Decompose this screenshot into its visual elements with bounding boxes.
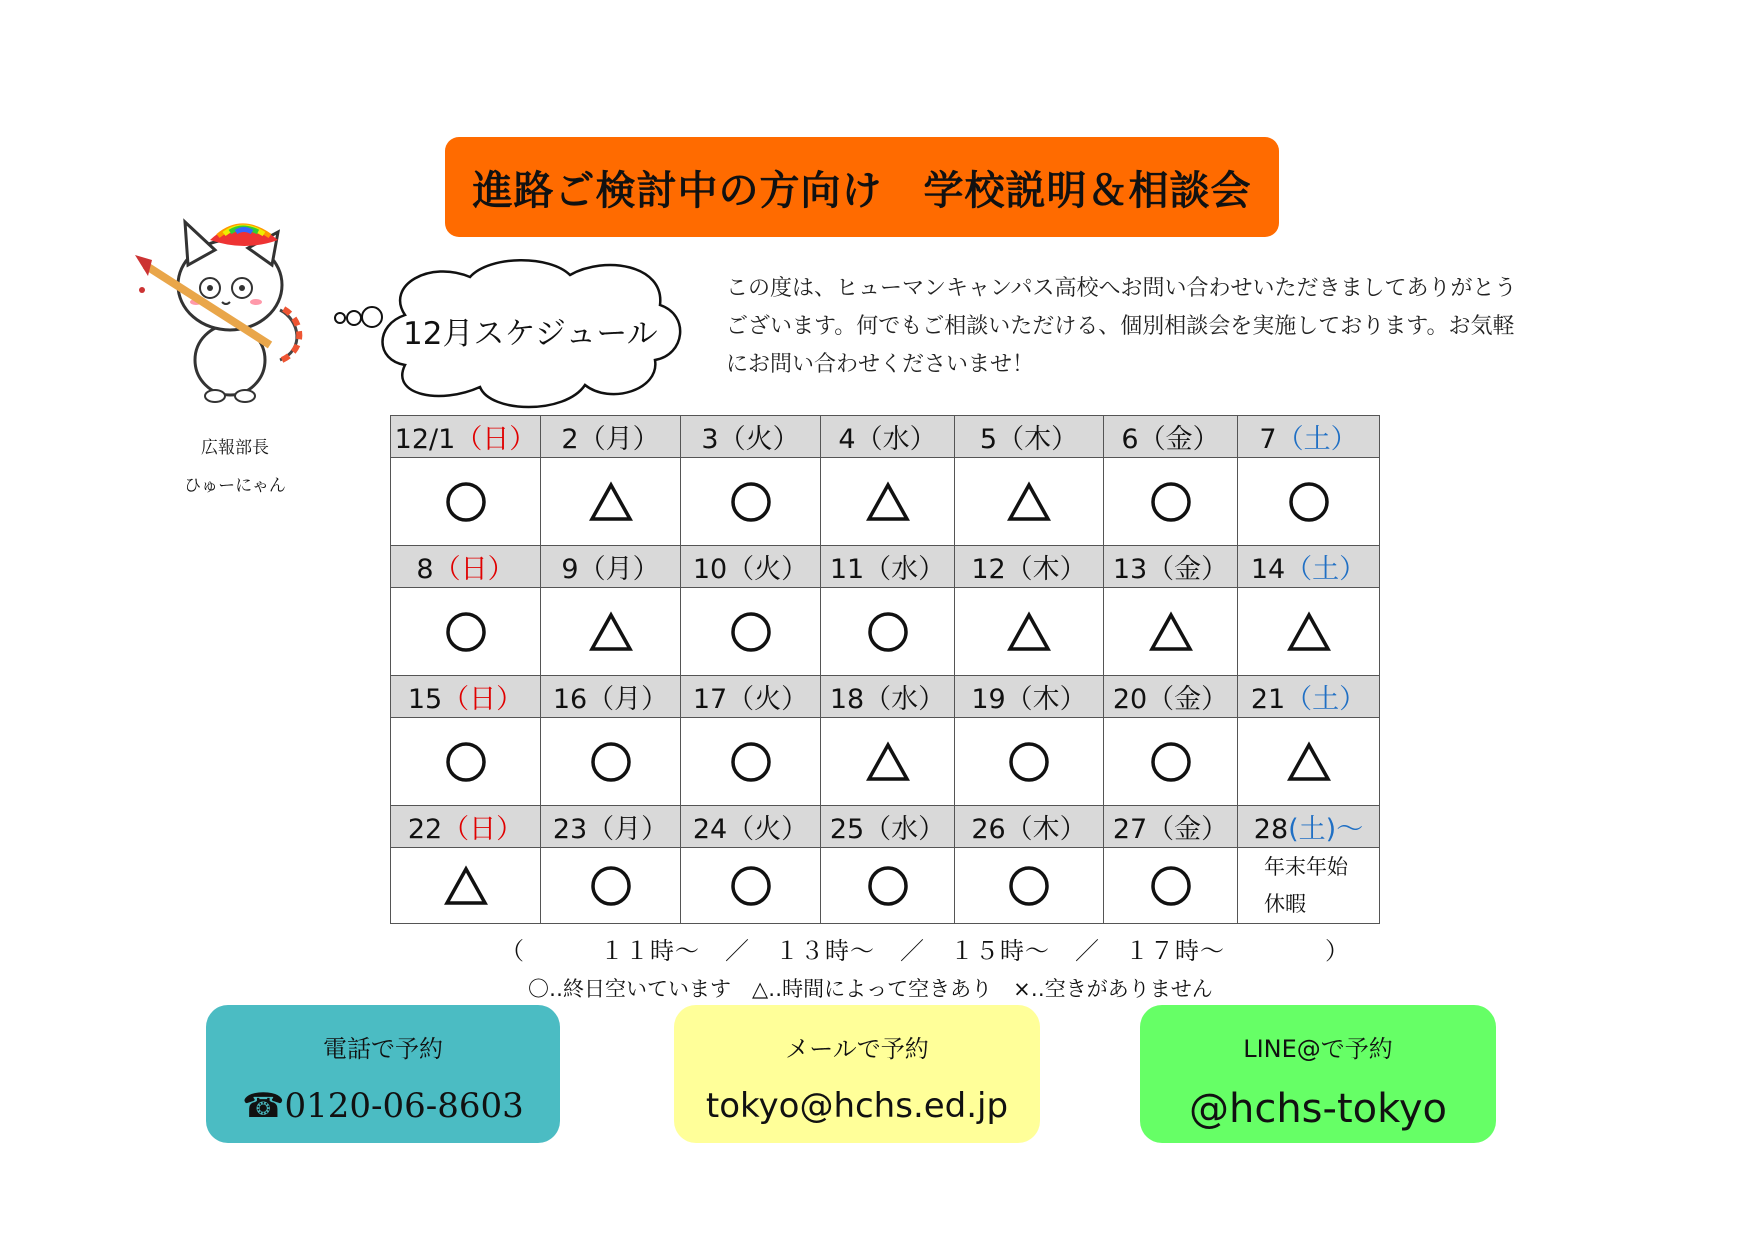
day-number: 21 bbox=[1250, 684, 1286, 715]
status-row bbox=[391, 848, 1380, 924]
status-row bbox=[391, 588, 1380, 676]
available-circle-icon bbox=[1007, 864, 1051, 908]
day-number: 16 bbox=[552, 684, 588, 715]
available-circle-icon bbox=[729, 610, 773, 654]
weekday-label: （水） bbox=[864, 814, 946, 845]
status-cell bbox=[821, 718, 955, 806]
status-cell bbox=[391, 718, 541, 806]
mascot-role: 広報部長 bbox=[201, 438, 269, 458]
status-cell bbox=[1104, 588, 1238, 676]
date-cell bbox=[541, 676, 681, 718]
weekday-label: （日） bbox=[433, 554, 515, 585]
date-cell bbox=[821, 806, 955, 848]
available-circle-icon bbox=[729, 480, 773, 524]
status-cell bbox=[391, 848, 541, 924]
date-cell bbox=[1238, 546, 1380, 588]
day-number: 23 bbox=[552, 814, 588, 845]
date-cell bbox=[681, 416, 821, 458]
weekday-label: （土） bbox=[1285, 684, 1367, 715]
date-row bbox=[391, 676, 1380, 718]
time-slots: （ １１時～ ／ １３時～ ／ １５時～ ／ １７時～ ） bbox=[500, 937, 1350, 965]
day-number: 18 bbox=[829, 684, 865, 715]
weekday-label: （月） bbox=[578, 424, 660, 455]
date-row bbox=[391, 546, 1380, 588]
status-cell bbox=[1238, 718, 1380, 806]
date-cell bbox=[1238, 806, 1380, 848]
weekday-label: （日） bbox=[455, 424, 537, 455]
mail-reservation-box[interactable] bbox=[674, 1005, 1040, 1143]
status-row bbox=[391, 718, 1380, 806]
day-number: 15 bbox=[407, 684, 443, 715]
date-cell bbox=[541, 546, 681, 588]
available-circle-icon bbox=[866, 610, 910, 654]
mascot-cat-illustration bbox=[130, 210, 330, 410]
availability-legend: 〇‥終日空いています △‥時間によって空きあり ×‥空きがありません bbox=[528, 977, 1213, 1001]
date-cell bbox=[821, 546, 955, 588]
available-circle-icon bbox=[729, 740, 773, 784]
day-number: 28 bbox=[1253, 814, 1289, 845]
available-circle-icon bbox=[444, 610, 488, 654]
day-number: 10 bbox=[692, 554, 728, 585]
email-address[interactable]: tokyo@hchs.ed.jp bbox=[705, 1086, 1009, 1126]
day-number: 2 bbox=[561, 424, 579, 455]
weekday-label: （土） bbox=[1285, 554, 1367, 585]
partial-triangle-icon bbox=[866, 740, 910, 784]
status-cell bbox=[541, 848, 681, 924]
status-cell bbox=[681, 718, 821, 806]
intro-text bbox=[726, 270, 1546, 384]
available-circle-icon bbox=[866, 864, 910, 908]
date-cell bbox=[955, 676, 1104, 718]
day-number: 12 bbox=[971, 554, 1006, 585]
day-number: 4 bbox=[838, 424, 856, 455]
phone-reservation-box[interactable] bbox=[206, 1005, 560, 1143]
schedule-calendar bbox=[390, 415, 1380, 924]
mail-label: メールで予約 bbox=[785, 1035, 929, 1063]
date-cell bbox=[821, 676, 955, 718]
day-number: 12/1 bbox=[394, 424, 456, 455]
available-circle-icon bbox=[729, 864, 773, 908]
holiday-label: 休暇 bbox=[1264, 891, 1306, 916]
day-number: 25 bbox=[829, 814, 865, 845]
status-cell bbox=[681, 588, 821, 676]
weekday-label: （金） bbox=[1147, 814, 1229, 845]
date-cell bbox=[391, 806, 541, 848]
date-cell bbox=[1238, 676, 1380, 718]
day-number: 9 bbox=[561, 554, 579, 585]
status-cell bbox=[681, 848, 821, 924]
date-cell bbox=[1104, 416, 1238, 458]
partial-triangle-icon bbox=[1287, 740, 1331, 784]
partial-triangle-icon bbox=[1287, 610, 1331, 654]
holiday-label: 年末年始 bbox=[1264, 854, 1348, 879]
date-row bbox=[391, 416, 1380, 458]
partial-triangle-icon bbox=[1007, 610, 1051, 654]
day-number: 26 bbox=[971, 814, 1006, 845]
status-cell bbox=[391, 588, 541, 676]
partial-triangle-icon bbox=[866, 480, 910, 524]
partial-triangle-icon bbox=[589, 480, 633, 524]
status-cell bbox=[1238, 588, 1380, 676]
partial-triangle-icon bbox=[1007, 480, 1051, 524]
day-number: 22 bbox=[407, 814, 443, 845]
intro-line: この度は、ヒューマンキャンパス高校へお問い合わせいただきましてありがとう bbox=[726, 276, 1517, 301]
day-number: 27 bbox=[1112, 814, 1148, 845]
weekday-label: (土)～ bbox=[1288, 814, 1364, 845]
partial-triangle-icon bbox=[444, 864, 488, 908]
weekday-label: （木） bbox=[1005, 814, 1087, 845]
weekday-label: （火） bbox=[727, 814, 809, 845]
available-circle-icon bbox=[444, 740, 488, 784]
day-number: 11 bbox=[829, 554, 865, 585]
available-circle-icon bbox=[1287, 480, 1331, 524]
status-cell bbox=[821, 848, 955, 924]
date-cell bbox=[955, 416, 1104, 458]
date-row bbox=[391, 806, 1380, 848]
date-cell bbox=[541, 416, 681, 458]
date-cell bbox=[391, 676, 541, 718]
weekday-label: （日） bbox=[442, 684, 524, 715]
status-cell bbox=[1104, 848, 1238, 924]
date-cell bbox=[1104, 676, 1238, 718]
status-cell bbox=[821, 588, 955, 676]
day-number: 14 bbox=[1250, 554, 1286, 585]
weekday-label: （月） bbox=[578, 554, 660, 585]
day-number: 19 bbox=[971, 684, 1006, 715]
status-cell bbox=[391, 458, 541, 546]
status-cell bbox=[541, 588, 681, 676]
status-cell bbox=[541, 718, 681, 806]
status-cell bbox=[955, 588, 1104, 676]
weekday-label: （金） bbox=[1147, 684, 1229, 715]
available-circle-icon bbox=[444, 480, 488, 524]
date-cell bbox=[955, 806, 1104, 848]
weekday-label: （月） bbox=[587, 684, 669, 715]
day-number: 17 bbox=[692, 684, 728, 715]
title-banner bbox=[445, 137, 1279, 237]
available-circle-icon bbox=[589, 864, 633, 908]
weekday-label: （金） bbox=[1138, 424, 1220, 455]
day-number: 13 bbox=[1112, 554, 1148, 585]
weekday-label: （木） bbox=[997, 424, 1079, 455]
status-cell bbox=[955, 848, 1104, 924]
status-cell bbox=[1238, 848, 1380, 924]
weekday-label: （木） bbox=[1005, 554, 1087, 585]
phone-label: 電話で予約 bbox=[323, 1035, 443, 1063]
weekday-label: （月） bbox=[587, 814, 669, 845]
weekday-label: （火） bbox=[727, 684, 809, 715]
weekday-label: （日） bbox=[442, 814, 524, 845]
status-cell bbox=[955, 718, 1104, 806]
phone-number[interactable]: ☎0120-06-8603 bbox=[242, 1086, 524, 1126]
available-circle-icon bbox=[1149, 864, 1193, 908]
partial-triangle-icon bbox=[589, 610, 633, 654]
partial-triangle-icon bbox=[1149, 610, 1193, 654]
schedule-heading: 12月スケジュール bbox=[403, 316, 658, 352]
available-circle-icon bbox=[1149, 480, 1193, 524]
status-cell bbox=[955, 458, 1104, 546]
weekday-label: （水） bbox=[864, 684, 946, 715]
status-cell bbox=[1104, 718, 1238, 806]
weekday-label: （木） bbox=[1005, 684, 1087, 715]
mascot-name: ひゅーにゃん bbox=[184, 476, 286, 496]
status-cell bbox=[541, 458, 681, 546]
day-number: 6 bbox=[1121, 424, 1139, 455]
weekday-label: （水） bbox=[864, 554, 946, 585]
line-reservation-box[interactable] bbox=[1140, 1005, 1496, 1143]
intro-line: にお問い合わせくださいませ！ bbox=[726, 352, 1035, 377]
available-circle-icon bbox=[589, 740, 633, 784]
line-label: LINE@で予約 bbox=[1243, 1035, 1393, 1063]
date-cell bbox=[1104, 546, 1238, 588]
status-cell bbox=[821, 458, 955, 546]
day-number: 24 bbox=[692, 814, 728, 845]
weekday-label: （火） bbox=[718, 424, 800, 455]
status-cell bbox=[1238, 458, 1380, 546]
day-number: 7 bbox=[1259, 424, 1277, 455]
weekday-label: （水） bbox=[855, 424, 937, 455]
status-cell bbox=[681, 458, 821, 546]
date-cell bbox=[681, 806, 821, 848]
date-cell bbox=[1238, 416, 1380, 458]
day-number: 8 bbox=[416, 554, 434, 585]
date-cell bbox=[1104, 806, 1238, 848]
day-number: 3 bbox=[701, 424, 719, 455]
line-id[interactable]: @hchs-tokyo bbox=[1188, 1086, 1447, 1132]
page-title: 進路ご検討中の方向け 学校説明＆相談会 bbox=[472, 167, 1252, 214]
date-cell bbox=[821, 416, 955, 458]
weekday-label: （金） bbox=[1147, 554, 1229, 585]
date-cell bbox=[681, 546, 821, 588]
day-number: 20 bbox=[1112, 684, 1148, 715]
weekday-label: （土） bbox=[1276, 424, 1358, 455]
date-cell bbox=[541, 806, 681, 848]
weekday-label: （火） bbox=[727, 554, 809, 585]
date-cell bbox=[391, 546, 541, 588]
status-cell bbox=[1104, 458, 1238, 546]
intro-line: ございます。何でもご相談いただける、個別相談会を実施しております。お気軽 bbox=[726, 314, 1515, 339]
date-cell bbox=[955, 546, 1104, 588]
date-cell bbox=[681, 676, 821, 718]
day-number: 5 bbox=[979, 424, 998, 455]
date-cell bbox=[391, 416, 541, 458]
available-circle-icon bbox=[1007, 740, 1051, 784]
status-row bbox=[391, 458, 1380, 546]
available-circle-icon bbox=[1149, 740, 1193, 784]
